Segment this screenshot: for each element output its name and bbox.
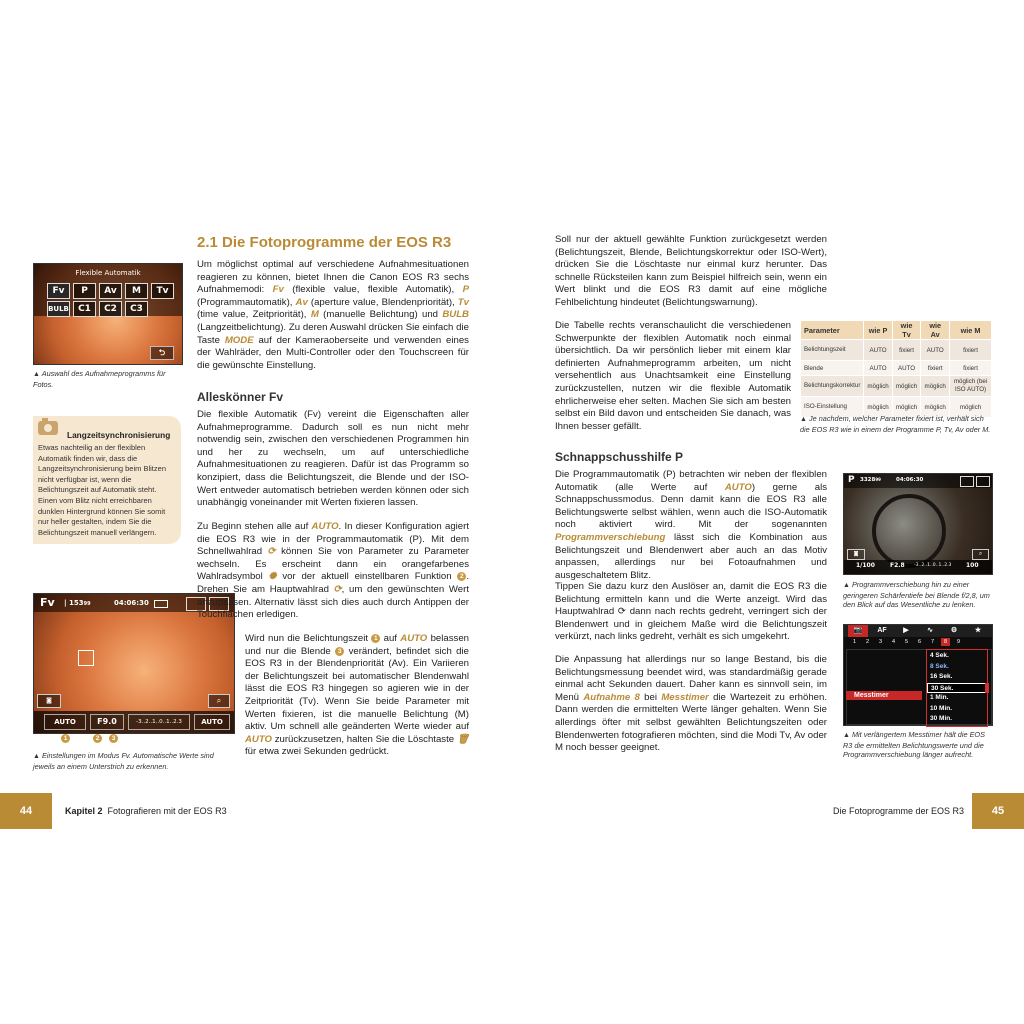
- menu-option[interactable]: 10 Min.: [930, 704, 953, 712]
- mode-option-c1[interactable]: C1: [73, 301, 96, 317]
- callout-number: 1: [371, 634, 380, 643]
- highlight-term: ⟳: [267, 546, 276, 558]
- caption-p-screen: ▲ Programmverschiebung hin zu einer geringeren Schärfentiefe bei Blende f/2,8, um den Blick auf das Wesentliche zu lenken.: [843, 580, 990, 610]
- caption-menu-screen: ▲ Mit verlängertem Messtimer hält die EOS R3 die ermittelten Belichtungswerte und die Programmverschiebung länger aufrecht.: [843, 730, 985, 760]
- timer-paragraph: [555, 654, 827, 755]
- section-title: 2.1 Die Fotoprogramme der EOS R3: [197, 234, 452, 251]
- text-run: auf: [380, 633, 401, 644]
- text-run: , um den gewünschten Wert anzupassen. Alternativ lässt sich dies auch durch Antippen der Touchflächen erledigen.: [197, 583, 469, 621]
- p-paragraph: [555, 469, 827, 582]
- menu-page-number[interactable]: 7: [930, 639, 935, 645]
- mode-option-c3[interactable]: C3: [125, 301, 148, 317]
- af-frame: [78, 650, 94, 666]
- messtimer-label: Messtimer: [854, 692, 889, 699]
- text-run: können Sie von Parameter zu Parameter wechseln. Es erscheint dann ein orangefarbenes Wahlradsymbol: [197, 546, 469, 583]
- p-shutter-value[interactable]: 1/100: [856, 562, 875, 569]
- p-shot-count: 332899: [860, 477, 881, 483]
- mode-option-tv[interactable]: Tv: [151, 283, 174, 299]
- fv-exposure-scale[interactable]: -3..2..1..0..1..2.3: [128, 714, 190, 730]
- callout-marker-2: 2: [93, 734, 102, 743]
- sidebar-box: [33, 416, 181, 544]
- table-row: [801, 361, 992, 376]
- table-cell: möglich: [864, 376, 892, 397]
- right-text-table: [555, 320, 791, 441]
- left-footer-chapter: Kapitel 2 Fotografieren mit der EOS R3: [65, 806, 227, 816]
- mode-option-c2[interactable]: C2: [99, 301, 122, 317]
- menu-option[interactable]: 4 Sek.: [930, 652, 949, 659]
- scroll-indicator[interactable]: [985, 683, 989, 693]
- menu-page-number[interactable]: 2: [865, 639, 870, 645]
- intro-paragraph: [197, 259, 469, 372]
- caption-mode-screen: ▲ Auswahl des Aufnahmeprogramms für Fotos.: [33, 369, 166, 389]
- highlight-term: Fv: [272, 284, 284, 296]
- callout-marker-3: 3: [109, 734, 118, 743]
- settings-icon[interactable]: [976, 476, 990, 487]
- menu-tabs: [844, 625, 992, 637]
- battery-icon: [154, 600, 168, 608]
- menu-option[interactable]: 16 Sek.: [930, 673, 953, 680]
- text-run: die Wartezeit zu erhöhen. Dann werden die ermittelten Werte länger gehalten. Wenn Sie allerdings öfter mit selbst gewählten Belichtungszeiten oder Blendenwerten fotografieren möchten, sind die Modi Tv, Av oder M noch besser geeignet.: [555, 691, 827, 754]
- table-header: wie M: [950, 321, 992, 340]
- highlight-term: Messtimer: [661, 691, 709, 703]
- menu-options: [926, 649, 988, 727]
- menu-screen: [843, 624, 993, 726]
- menu-page-number[interactable]: 3: [878, 639, 883, 645]
- p-time: 04:06:30: [896, 477, 924, 483]
- highlight-term: P: [462, 284, 469, 296]
- table-cell: AUTO: [864, 340, 892, 361]
- mode-option-bulb[interactable]: BULB: [47, 301, 70, 317]
- text-run: Die Programmautomatik (P) betrachten wir neben der flexiblen Automatik (alle Werte auf: [555, 469, 827, 493]
- text-run: Die Anpassung hat allerdings nur so lange Bestand, bis die Belichtungsmessung beendet wird, was standardmäßig gerade einmal acht Sekunden dauert. Daher kann es sinnvoll sein, im Menü: [555, 654, 827, 703]
- menu-option[interactable]: 8 Sek.: [930, 662, 949, 670]
- table-cell: möglich: [921, 376, 950, 397]
- back-icon[interactable]: ⮌: [150, 346, 174, 360]
- fv-markers: [33, 733, 233, 745]
- text-run: bei: [639, 691, 662, 703]
- fv-paragraph: Die flexible Automatik (Fv) vereint die Eigenschaften aller Aufnahmeprogramme. Dadurch soll es nun nicht mehr notwendig sein, zwischen den verschiedenen Programmen hin und her zu wechseln, um auf unterschiedliche Aufnahmesituationen zu reagieren. Dafür ist das Programm so konzipiert, dass die Belichtungszeit, die Blende und der ISO-Wert entweder automatisch betrieben werden können oder sich unabhängig voneinander mit Werten fixieren lassen.: [197, 409, 469, 509]
- left-text-fv: [197, 409, 469, 518]
- table-cell: fixiert: [950, 340, 992, 361]
- menu-page-number[interactable]: 8: [941, 638, 950, 646]
- text-run: (aperture value, Blendenpriorität),: [307, 296, 458, 308]
- right-text-timer: [555, 654, 827, 763]
- menu-page-number[interactable]: 5: [904, 639, 909, 645]
- right-text-shift: [555, 581, 827, 652]
- highlight-term: 🗑: [456, 733, 469, 745]
- table-row: [801, 340, 992, 361]
- mode-row-2: [47, 298, 151, 317]
- mode-option-fv[interactable]: Fv: [47, 283, 70, 299]
- table-cell: möglich: [950, 397, 992, 418]
- table-cell: AUTO: [864, 361, 892, 376]
- text-run: belassen und nur die Blende: [245, 633, 469, 657]
- text-run: Um möglichst optimal auf verschiedene Aufnahmesituationen reagieren zu können, bietet Ihnen die Canon EOS R3 sechs Aufnahmemodi:: [197, 259, 469, 296]
- text-run: verändert, befindet sich die EOS R3 in der Blendenpriorität (Av). Ein Variieren der Belichtungszeit bei automatischer Blendenwahl lässt die EOS R3 hingegen so agieren wie in der Zeitpriorität (Tv). Wenn Sie beide Parameter mit Werten fixieren, ist die manuelle Belichtung (M) aktiv. Um schnell alle geänderten Werte wieder auf: [245, 645, 469, 733]
- p-screen: [843, 473, 993, 575]
- table-cell: möglich: [864, 397, 892, 418]
- text-run: (manuelle Belichtung) und: [318, 309, 443, 321]
- menu-page-number[interactable]: 9: [956, 639, 961, 645]
- mode-option-m[interactable]: M: [125, 283, 148, 299]
- right-footer-title: Die Fotoprogramme der EOS R3: [833, 806, 965, 816]
- text-run: auf der Kameraoberseite und verwenden eines der Wahlräder, den Multi-Controller oder den Touchscreen für die gewünschte Einstellung.: [197, 334, 469, 371]
- camera-icon: [38, 421, 58, 435]
- right-page-number: 45: [972, 793, 1024, 829]
- table-cell: fixiert: [921, 361, 950, 376]
- p-shooting-icon[interactable]: ◙: [847, 549, 865, 560]
- table-cell: Blende: [801, 361, 864, 376]
- display-icon[interactable]: [960, 476, 974, 487]
- p-mode-label: P: [848, 475, 855, 485]
- menu-page-number[interactable]: 4: [891, 639, 896, 645]
- table-header: wie Av: [921, 321, 950, 340]
- fv-shooting-icon[interactable]: ◙: [37, 694, 61, 708]
- highlight-term: Aufnahme 8: [583, 691, 640, 703]
- text-run: . Drehen Sie am Hauptwahlrad: [197, 571, 469, 595]
- table-cell: Belichtungskorrektur: [801, 376, 864, 397]
- table-cell: möglich: [892, 376, 921, 397]
- callout-number: 3: [335, 647, 344, 656]
- fv-shot-count: | 15399: [64, 599, 91, 607]
- right-text-p: [555, 469, 827, 590]
- table-cell: möglich: [892, 397, 921, 418]
- highlight-term: Av: [295, 296, 308, 308]
- shift-paragraph: Tippen Sie dazu kurz den Auslöser an, damit die EOS R3 die Belichtung ermitteln kann und die Werte anzeigt. Wird das Hauptwahlrad ⟳ dann nach rechts gedreht, verringert sich der Blendenwert und in gleichem Maße wird die Belichtungszeit verkürzt, nach links gedreht, verhält es sich umgekehrt.: [555, 581, 827, 643]
- table-cell: möglich: [921, 397, 950, 418]
- reset-paragraph: Soll nur der aktuell gewählte Funktion zurückgesetzt werden (Belichtungszeit, Blende, Belichtungskorrektur oder ISO-Wert), drücken Sie die Löschtaste nur einmal kurz herunter. Das schnelle Rücksteilen kann zum Beispiel hilfreich sein, wenn ein Wert blinkt und die EOS R3 damit auf eine mögliche Fehlbelichtung hindeutet (Belichtungswarnung).: [555, 234, 827, 308]
- fv-aperture-value[interactable]: F9.0: [90, 714, 124, 730]
- text-run: ) gerne als Schnappschussmodus. Denn damit kann die EOS R3 alle Belichtungswerte selbst wählen, wenn auch die ISO-Automatik noch aktiviert wird. Mit der sogenannten: [555, 481, 828, 531]
- table-header: Parameter: [801, 321, 864, 340]
- fv-mode-label: Fv: [40, 596, 55, 609]
- menu-tab[interactable]: ⚙: [950, 627, 958, 634]
- caption-fv-screen: ▲ Einstellungen im Modus Fv. Automatische Werte sind jeweils an einem Unterstrich zu erkennen.: [33, 751, 214, 771]
- text-run: für etwa zwei Sekunden gedrückt.: [245, 746, 389, 758]
- messtimer-row[interactable]: [846, 691, 922, 700]
- menu-numbers: [844, 637, 992, 647]
- highlight-term: AUTO: [724, 481, 752, 493]
- mode-option-av[interactable]: Av: [99, 283, 122, 299]
- highlight-term: AUTO: [400, 633, 428, 644]
- p-aperture-value[interactable]: F2.8: [890, 562, 905, 569]
- menu-tab[interactable]: ★: [974, 627, 982, 634]
- text-run: vor der aktuell einstellbaren Funktion: [276, 571, 458, 583]
- sidebar-text: Etwas nachteilig an der flexiblen Automatik finden wir, dass die Langzeitsynchronisierung beim Blitzen nicht verfügbar ist, wenn die Belichtungszeit auf Automatik steht. Einen vom Blitz nicht erreichbaren dunklen Hintergrund können Sie somit nur heller gestalten, indem Sie die Belichtungszeit manuell verlängern.: [38, 443, 166, 537]
- table-cell: möglich (bei ISO AUTO): [950, 376, 992, 397]
- menu-option[interactable]: 1 Min.: [930, 694, 949, 701]
- magnify-icon[interactable]: ⌕: [972, 549, 989, 560]
- left-text-intro: [197, 259, 469, 380]
- highlight-term: M: [310, 309, 319, 321]
- left-text-auto: [197, 521, 469, 630]
- highlight-term: ✺: [268, 571, 277, 583]
- mode-option-p[interactable]: P: [73, 283, 96, 299]
- highlight-term: BULB: [442, 309, 469, 321]
- callout-marker-1: 1: [61, 734, 70, 743]
- menu-page-number[interactable]: 6: [917, 639, 922, 645]
- text-run: Zu Beginn stehen alle auf: [197, 521, 312, 532]
- fv-iso-value[interactable]: AUTO: [194, 714, 230, 730]
- highlight-term: AUTO: [311, 521, 339, 532]
- parameter-table: [800, 320, 992, 418]
- left-text-fix: [245, 633, 469, 767]
- menu-tab[interactable]: 📷: [848, 625, 868, 637]
- menu-option[interactable]: 30 Min.: [930, 715, 953, 722]
- text-run: Wird nun die Belichtungszeit: [245, 633, 372, 644]
- fv-shutter-value[interactable]: AUTO: [44, 714, 86, 730]
- text-run: (Programmautomatik),: [197, 296, 296, 308]
- highlight-term: AUTO: [245, 733, 273, 745]
- table-cell: fixiert: [950, 361, 992, 376]
- table-cell: fixiert: [892, 340, 921, 361]
- left-page-number: 44: [0, 793, 52, 829]
- steering-wheel: [872, 494, 946, 568]
- highlight-term: ⟳: [333, 583, 342, 595]
- text-run: (flexible value, flexible Automatik),: [283, 284, 463, 296]
- table-intro-paragraph: Die Tabelle rechts veranschaulicht die verschiedenen Schwerpunkte der flexiblen Automatik noch einmal übersichtlich. Da wir persönlich lieber mit einem klar definierten Aufnahmeprogramm arbeiten, um nicht versehentlich aus Unachtsamkeit eine Einstellung zurückzustellen, nutzen wir die flexible Automatik ehrlicherweise eher selten. Machen Sie sich am besten selbst ein Bild davon und entscheiden Sie danach, was Ihnen besser gefällt.: [555, 320, 791, 432]
- p-iso-value[interactable]: 100: [966, 562, 979, 569]
- table-cell: AUTO: [921, 340, 950, 361]
- text-run: zurückzusetzen, halten Sie die Löschtaste: [272, 733, 457, 745]
- menu-page-number[interactable]: 1: [852, 639, 857, 645]
- caption-table: ▲ Je nachdem, welcher Parameter fixiert ist, verhält sich die EOS R3 wie in einem der Programme P, Tv, Av oder M.: [800, 414, 991, 434]
- text-run: (time value, Zeitpriorität),: [197, 309, 311, 321]
- right-text-reset: [555, 234, 827, 318]
- table-header: wie Tv: [892, 321, 921, 340]
- table-cell: Belichtungszeit: [801, 340, 864, 361]
- fv-time: 04:06:30: [114, 599, 149, 607]
- table-header: wie P: [864, 321, 892, 340]
- fix-paragraph: [245, 633, 469, 759]
- highlight-term: MODE: [224, 334, 254, 346]
- text-run: lässt sich die Kombination aus Belichtungszeit und Blendenwert aber auch an das Motiv anpassen, allerdings nur bei Fotoaufnahmen und ausgeschaltetem Blitz.: [555, 531, 827, 581]
- callout-number: 2: [457, 572, 466, 581]
- text-run: . In dieser Konfiguration agiert die EOS R3 wie in der Programmautomatik (P). Mit dem Schnellwahlrad: [197, 521, 469, 558]
- mode-screen-title: Flexible Automatik: [75, 269, 141, 277]
- text-run: (Langzeitbelichtung). Zu deren Auswahl drücken Sie einfach die Taste: [197, 321, 469, 346]
- p-exposure-scale[interactable]: -3..2..1..0..1..2.3: [914, 563, 952, 568]
- sidebar-title: Langzeitsynchronisierung: [67, 430, 171, 440]
- menu-tab[interactable]: AF: [877, 627, 887, 634]
- table-row: [801, 376, 992, 397]
- menu-option[interactable]: 30 Sek.: [927, 683, 987, 693]
- menu-tab[interactable]: ∿: [927, 627, 933, 634]
- mode-selection-screen: [33, 263, 183, 365]
- subheading-fv: Alleskönner Fv: [197, 390, 284, 404]
- mode-row-1: [47, 280, 177, 299]
- table-cell: AUTO: [892, 361, 921, 376]
- table-cell: ISO-Einstellung: [801, 397, 864, 418]
- magnify-icon[interactable]: ⌕: [208, 694, 230, 708]
- menu-tab[interactable]: ▶: [903, 627, 909, 634]
- subheading-p: Schnappschusshilfe P: [555, 450, 684, 464]
- auto-paragraph: [197, 521, 469, 622]
- highlight-term: Programmverschiebung: [555, 531, 666, 543]
- highlight-term: Tv: [457, 296, 469, 308]
